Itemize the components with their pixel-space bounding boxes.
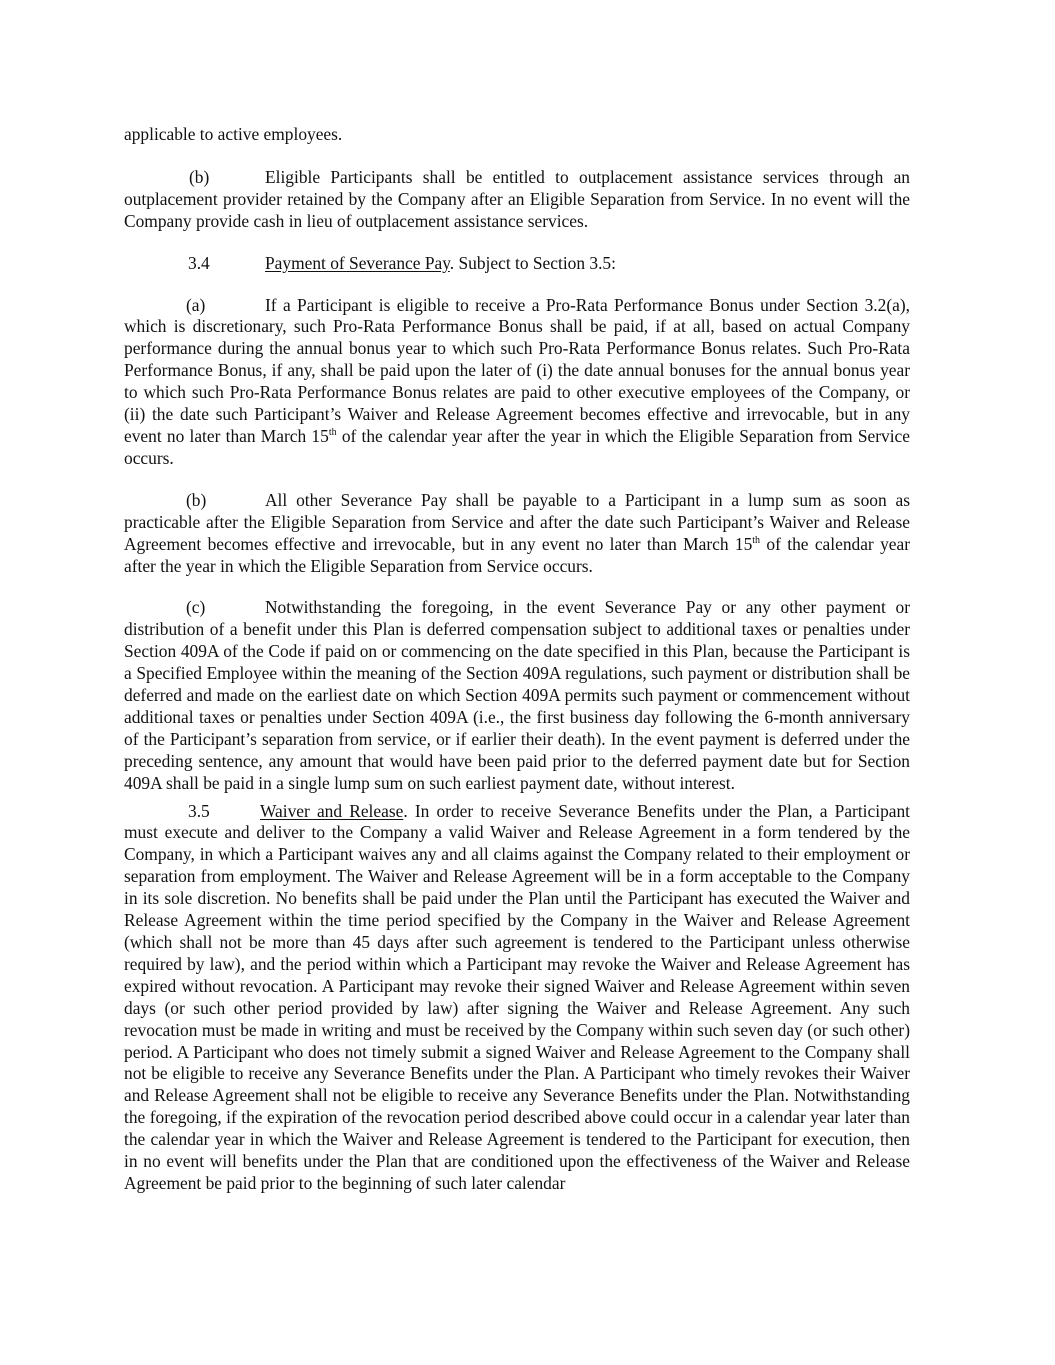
paragraph-3-4-c	[124, 597, 910, 794]
section-text: . In order to receive Severance Benefits under the Plan, a Participant must execute and deliver to the Company a valid Waiver and Release Agreement in a form tendered by the Company, in which a Participant waives any and all claims against the Company related to their employment or separation from employment. The Waiver and Release Agreement will be in a form acceptable to the Company in its sole discretion. No benefits shall be paid under the Plan until the Participant has executed the Waiver and Release Agreement within the time period specified by the Company in the Waiver and Release Agreement (which shall not be more than 45 days after such agreement is tendered to the Participant unless otherwise required by law), and the period within which a Participant may revoke the Waiver and Release Agreement has expired without revocation. A Participant may revoke their signed Waiver and Release Agreement within seven days (or such other period provided by law) after signing the Waiver and Release Agreement. Any such revocation must be made in writing and must be received by the Company within such seven day (or such other) period. A Participant who does not timely submit a signed Waiver and Release Agreement to the Company shall not be eligible to receive any Severance Benefits under the Plan. A Participant who timely revokes their Waiver and Release Agreement shall not be eligible to receive any Severance Benefits under the Plan. Notwithstanding the foregoing, if the expiration of the revocation period described above could occur in a calendar year later than the calendar year in which the Waiver and Release Agreement is tendered to the Participant for execution, then in no event will benefits under the Plan that are conditioned upon the effectiveness of the Waiver and Release Agreement be paid prior to the beginning of such later calendar	[124, 800, 911, 1193]
paragraph-label: (c)	[186, 597, 206, 618]
paragraph-text-after: of the calendar year after the year in which the Eligible Separation from Service occurs.	[124, 425, 910, 468]
section-number: 3.4	[188, 252, 210, 273]
superscript: th	[328, 427, 337, 439]
paragraph-label: (b)	[186, 489, 207, 510]
superscript: th	[752, 534, 761, 546]
section-lead: . Subject to Section 3.5:	[449, 252, 616, 273]
paragraph-text: Eligible Participants shall be entitled to outplacement assistance services through an outplacement provider retained by the Company after an Eligible Separation from Service. In no event will the Company provide cash in lieu of outplacement assistance services.	[124, 166, 910, 231]
paragraph-label: (a)	[186, 294, 206, 315]
section-number: 3.5	[188, 800, 210, 821]
paragraph-outplacement	[124, 167, 910, 233]
paragraph-text-before: If a Participant is eligible to receive a Pro-Rata Performance Bonus under Section 3.2(a), which is discretionary, such Pro-Rata Performance Bonus shall be paid, if at all, based on actual Company performance during the annual bonus year to which such Pro-Rata Performance Bonus relates. Such Pro-Rata Performance Bonus, if any, shall be paid upon the later of (i) the date annual bonuses for the annual bonus year to which such Pro-Rata Performance Bonus relates are paid to other executive employees of the Company, or (ii) the date such Participant’s Waiver and Release Agreement becomes effective and irrevocable, but in any event no later than March 15	[124, 294, 910, 446]
section-title: Waiver and Release	[260, 800, 404, 821]
paragraph-text-before: All other Severance Pay shall be payable to a Participant in a lump sum as soon as practicable after the Eligible Separation from Service and after the date such Participant’s Waiver and Release Agreement becomes effective and irrevocable, but in any event no later than March 15	[124, 489, 910, 554]
intro-line: applicable to active employees.	[124, 124, 343, 144]
paragraph-3-4-b	[124, 490, 910, 578]
section-3-5	[124, 801, 910, 1195]
section-3-4-heading	[124, 253, 910, 275]
paragraph-text: Notwithstanding the foregoing, in the event Severance Pay or any other payment or distribution of a benefit under this Plan is deferred compensation subject to additional taxes or penalties under Section 409A of the Code if paid on or commencing on the date specified in this Plan, because the Participant is a Specified Employee within the meaning of the Section 409A regulations, such payment or distribution shall be deferred and made on the earliest date on which Section 409A permits such payment or commencement without additional taxes or penalties under Section 409A (i.e., the first business day following the 6-month anniversary of the Participant’s separation from service, or if earlier their death). In the event payment is deferred under the preceding sentence, any amount that would have been paid prior to the deferred payment date but for Section 409A shall be paid in a single lump sum on such earliest payment date, without interest.	[124, 597, 910, 793]
document-page	[124, 124, 910, 1195]
paragraph-label: (b)	[189, 166, 210, 187]
paragraph-3-4-a	[124, 295, 910, 470]
paragraph-text-after: of the calendar year after the year in which the Eligible Separation from Service occurs.	[124, 533, 910, 576]
section-title: Payment of Severance Pay	[265, 252, 450, 273]
